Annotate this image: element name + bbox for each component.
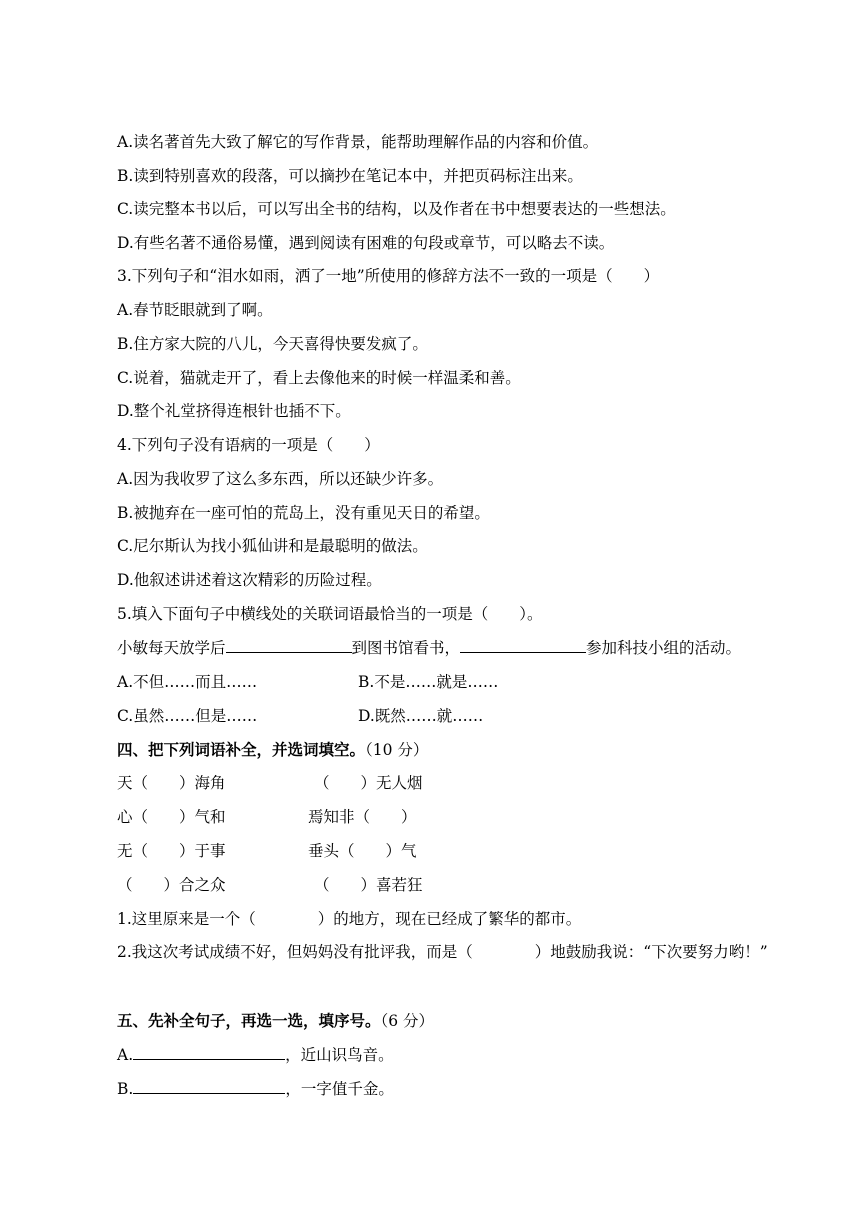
word-item: （ ）无人烟 (314, 774, 423, 792)
q5-options-row-1 (117, 672, 800, 692)
q2-option-b: B.读到特别喜欢的段落，可以摘抄在笔记本中，并把页码标注出来。 (117, 167, 583, 185)
word-item: 焉知非（ ） (308, 808, 417, 826)
word-item: 心（ ）气和 (117, 808, 226, 826)
q5-stem: 5.填入下面句子中横线处的关联词语最恰当的一项是（ ）。 (117, 605, 543, 623)
q5-blank-2[interactable] (460, 638, 586, 653)
q2-option-c: C.读完整本书以后，可以写出全书的结构，以及作者在书中想要表达的一些想法。 (117, 200, 676, 218)
section4-fill-1: 1.这里原来是一个（ ）的地方，现在已经成了繁华的都市。 (117, 910, 582, 928)
section5-heading-line (117, 1011, 800, 1031)
word-item: （ ）合之众 (117, 876, 226, 894)
section5-item-b (117, 1079, 800, 1099)
word-item: 垂头（ ）气 (308, 842, 417, 860)
section4-words-row-2 (117, 807, 800, 827)
q5-option-a: A.不但……而且…… (117, 673, 258, 691)
q4-option-d: D.他叙述讲述着这次精彩的历险过程。 (117, 571, 382, 589)
q4-option-c: C.尼尔斯认为找小狐仙讲和是最聪明的做法。 (117, 537, 428, 555)
word-item: （ ）喜若狂 (314, 876, 423, 894)
q3-option-d: D.整个礼堂挤得连根针也插不下。 (117, 402, 351, 420)
q4-option-a: A.因为我收罗了这么多东西，所以还缺少许多。 (117, 470, 444, 488)
q5-blank-1[interactable] (226, 638, 352, 653)
section4-heading: 四、把下列词语补全，并选词填空。 (117, 740, 366, 759)
section4-points: （10 分） (365, 741, 429, 759)
section5-a-suffix: ，近山识鸟音。 (285, 1046, 394, 1064)
q5-option-d: D.既然……就…… (358, 707, 484, 725)
section4-words-row-4 (117, 875, 800, 895)
section5-points: （6 分） (380, 1012, 435, 1030)
q4-stem: 4.下列句子没有语病的一项是（ ） (117, 436, 380, 454)
word-item: 无（ ）于事 (117, 842, 226, 860)
q5-sentence (117, 638, 800, 658)
section4-heading-line (117, 740, 800, 760)
q5-sentence-part-a: 小敏每天放学后 (117, 639, 226, 657)
q3-stem: 3.下列句子和“泪水如雨，洒了一地”所使用的修辞方法不一致的一项是（ ） (117, 267, 660, 285)
q2-option-d: D.有些名著不通俗易懂，遇到阅读有困难的句段或章节，可以略去不读。 (117, 234, 615, 252)
section4-words-row-3 (117, 841, 800, 861)
section5-b-suffix: ，一字值千金。 (285, 1080, 394, 1098)
q5-option-b: B.不是……就是…… (358, 673, 499, 691)
q5-option-c: C.虽然……但是…… (117, 707, 258, 725)
section4-words-row-1 (117, 773, 800, 793)
q3-option-c: C.说着，猫就走开了，看上去像他来的时候一样温柔和善。 (117, 369, 521, 387)
q4-option-b: B.被抛弃在一座可怕的荒岛上，没有重见天日的希望。 (117, 504, 490, 522)
q5-sentence-part-b: 到图书馆看书， (351, 639, 461, 657)
word-item: 天（ ）海角 (117, 774, 226, 792)
section5-item-a (117, 1045, 800, 1065)
q3-option-b: B.住方家大院的八儿，今天喜得快要发疯了。 (117, 335, 428, 353)
q2-option-a: A.读名著首先大致了解它的写作背景，能帮助理解作品的内容和价值。 (117, 133, 599, 151)
q5-sentence-part-c: 参加科技小组的活动。 (586, 639, 742, 657)
section5-a-prefix: A. (117, 1046, 134, 1064)
section5-heading: 五、先补全句子，再选一选，填序号。 (117, 1011, 381, 1030)
section5-blank-b[interactable] (133, 1079, 285, 1094)
section5-blank-a[interactable] (133, 1045, 285, 1060)
q5-options-row-2 (117, 706, 800, 726)
q3-option-a: A.春节眨眼就到了啊。 (117, 301, 273, 319)
section5-b-prefix: B. (117, 1080, 134, 1098)
section4-fill-2: 2.我这次考试成绩不好，但妈妈没有批评我，而是（ ）地鼓励我说：“下次要努力哟！” (117, 943, 768, 961)
